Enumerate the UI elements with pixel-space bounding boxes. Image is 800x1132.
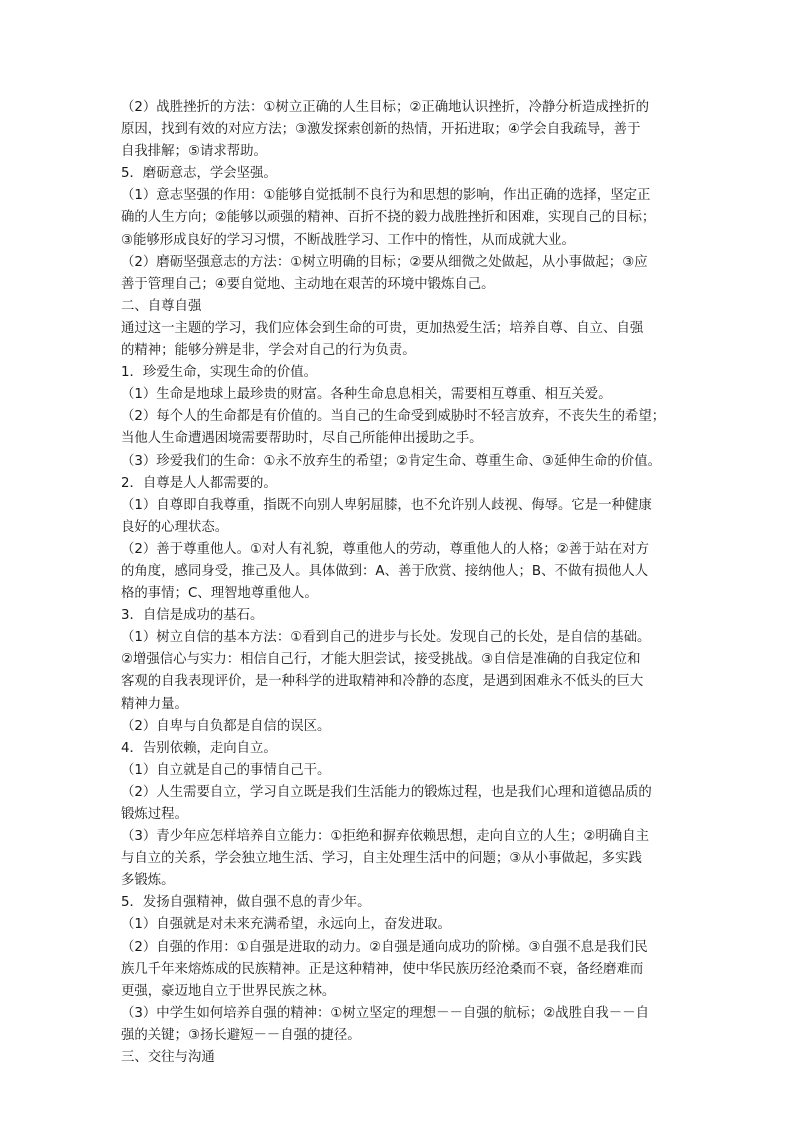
section-item-heading: 5．磨砺意志，学会坚强。 (121, 166, 277, 182)
text-line: （3）中学生如何培养自强的精神：①树立坚定的理想－－自强的航标；②战胜自我－－自 (121, 1005, 649, 1021)
text-line: 客观的自我表现评价，是一种科学的进取精神和冷静的态度，是遇到困难永不低头的巨大 (121, 674, 644, 690)
text-line: 确的人生方向；②能够以顽强的精神、百折不挠的毅力战胜挫折和困难，实现自己的目标； (121, 210, 656, 226)
text-line: （1）意志坚强的作用：①能够自觉抵制不良行为和思想的影响，作出正确的选择，坚定正 (121, 188, 651, 204)
text-line: 格的事情；C、理智地尊重他人。 (121, 586, 318, 602)
text-line: 良好的心理状态。 (121, 519, 229, 535)
text-line: （1）树立自信的基本方法：①看到自己的进步与长处。发现自己的长处，是自信的基础。 (121, 630, 651, 646)
text-line: 原因，找到有效的对应方法；③激发探索创新的热情，开拓进取；④学会自我疏导，善于 (121, 122, 641, 138)
document-body (121, 97, 691, 1069)
text-line: （2）人生需要自立，学习自立既是我们生活能力的锻炼过程，也是我们心理和道德品质的 (121, 784, 652, 800)
text-line: （1）自立就是自己的事情自己干。 (121, 762, 331, 778)
text-line: （1）生命是地球上最珍贵的财富。各种生命息息相关，需要相互尊重、相互关爱。 (121, 387, 612, 403)
text-line: 的精神；能够分辨是非，学会对自己的行为负责。 (121, 343, 416, 359)
text-line: 善于管理自己；④要自觉地、主动地在艰苦的环境中锻炼自己。 (121, 276, 495, 292)
text-line: 的角度，感同身受，推己及人。具体做到：A、善于欣赏、接纳他人；B、不做有损他人人 (121, 563, 649, 579)
text-line: （2）善于尊重他人。①对人有礼貌，尊重他人的劳动，尊重他人的人格；②善于站在对方 (121, 541, 649, 557)
text-line: 通过这一主题的学习，我们应体会到生命的可贵，更加热爱生活；培养自尊、自立、自强 (121, 320, 644, 336)
text-line: （1）自强就是对未来充满希望，永远向上，奋发进取。 (121, 917, 451, 933)
text-line: （3）珍爱我们的生命：①永不放弃生的希望；②肯定生命、尊重生命、③延伸生命的价值。 (121, 453, 661, 469)
section-heading: 三、交往与沟通 (121, 1050, 215, 1066)
text-line: 锻炼过程。 (121, 807, 188, 822)
text-line: （2）战胜挫折的方法：①树立正确的人生目标；②正确地认识挫折，冷静分析造成挫折的 (121, 100, 649, 115)
text-line: （2）自强的作用：①自强是进取的动力。②自强是通向成功的阶梯。③自强不息是我们民 (121, 939, 648, 955)
text-line: （2）磨砺坚强意志的方法：①树立明确的目标；②要从细微之处做起，从小事做起；③应 (121, 254, 648, 270)
text-line: 多锻炼。 (121, 873, 175, 889)
text-line: （2）每个人的生命都是有价值的。当自己的生命受到威胁时不轻言放弃，不丧失生的希望； (121, 409, 666, 425)
section-item-heading: 5．发扬自强精神，做自强不息的青少年。 (121, 895, 371, 911)
text-line: 精神力量。 (121, 696, 188, 712)
section-item-heading: 3．自信是成功的基石。 (121, 608, 264, 624)
text-line: （1）自尊即自我尊重，指既不向别人卑躬屈膝，也不允许别人歧视、侮辱。它是一种健康 (121, 497, 652, 513)
section-item-heading: 4．告别依赖，走向自立。 (121, 740, 277, 756)
section-item-heading: 2．自尊是人人都需要的。 (121, 475, 277, 491)
text-line: 与自立的关系，学会独立地生活、学习，自主处理生活中的问题；③从小事做起，多实践 (121, 851, 642, 867)
section-item-heading: 1．珍爱生命，实现生命的价值。 (121, 365, 317, 381)
text-line: （3）青少年应怎样培养自立能力：①拒绝和摒弃依赖思想，走向自立的人生；②明确自主 (121, 829, 649, 845)
text-line: 自我排解；⑤请求帮助。 (121, 144, 267, 160)
text-line: ②增强信心与实力：相信自己行，才能大胆尝试，接受挑战。③自信是准确的自我定位和 (121, 652, 641, 668)
text-line: 当他人生命遭遇困境需要帮助时，尽自己所能伸出援助之手。 (121, 431, 483, 447)
text-line: （2）自卑与自负都是自信的误区。 (121, 718, 331, 734)
text-line: ③能够形成良好的学习习惯，不断战胜学习、工作中的惰性，从而成就大业。 (121, 232, 575, 248)
text-line: 强的关键；③扬长避短－－自强的捷径。 (121, 1027, 361, 1043)
section-heading: 二、自尊自强 (121, 298, 202, 314)
text-line: 更强，豪迈地自立于世界民族之林。 (121, 983, 336, 999)
text-line: 族几千年来熔炼成的民族精神。正是这种精神，使中华民族历经沧桑而不衰，备经磨难而 (121, 961, 644, 977)
